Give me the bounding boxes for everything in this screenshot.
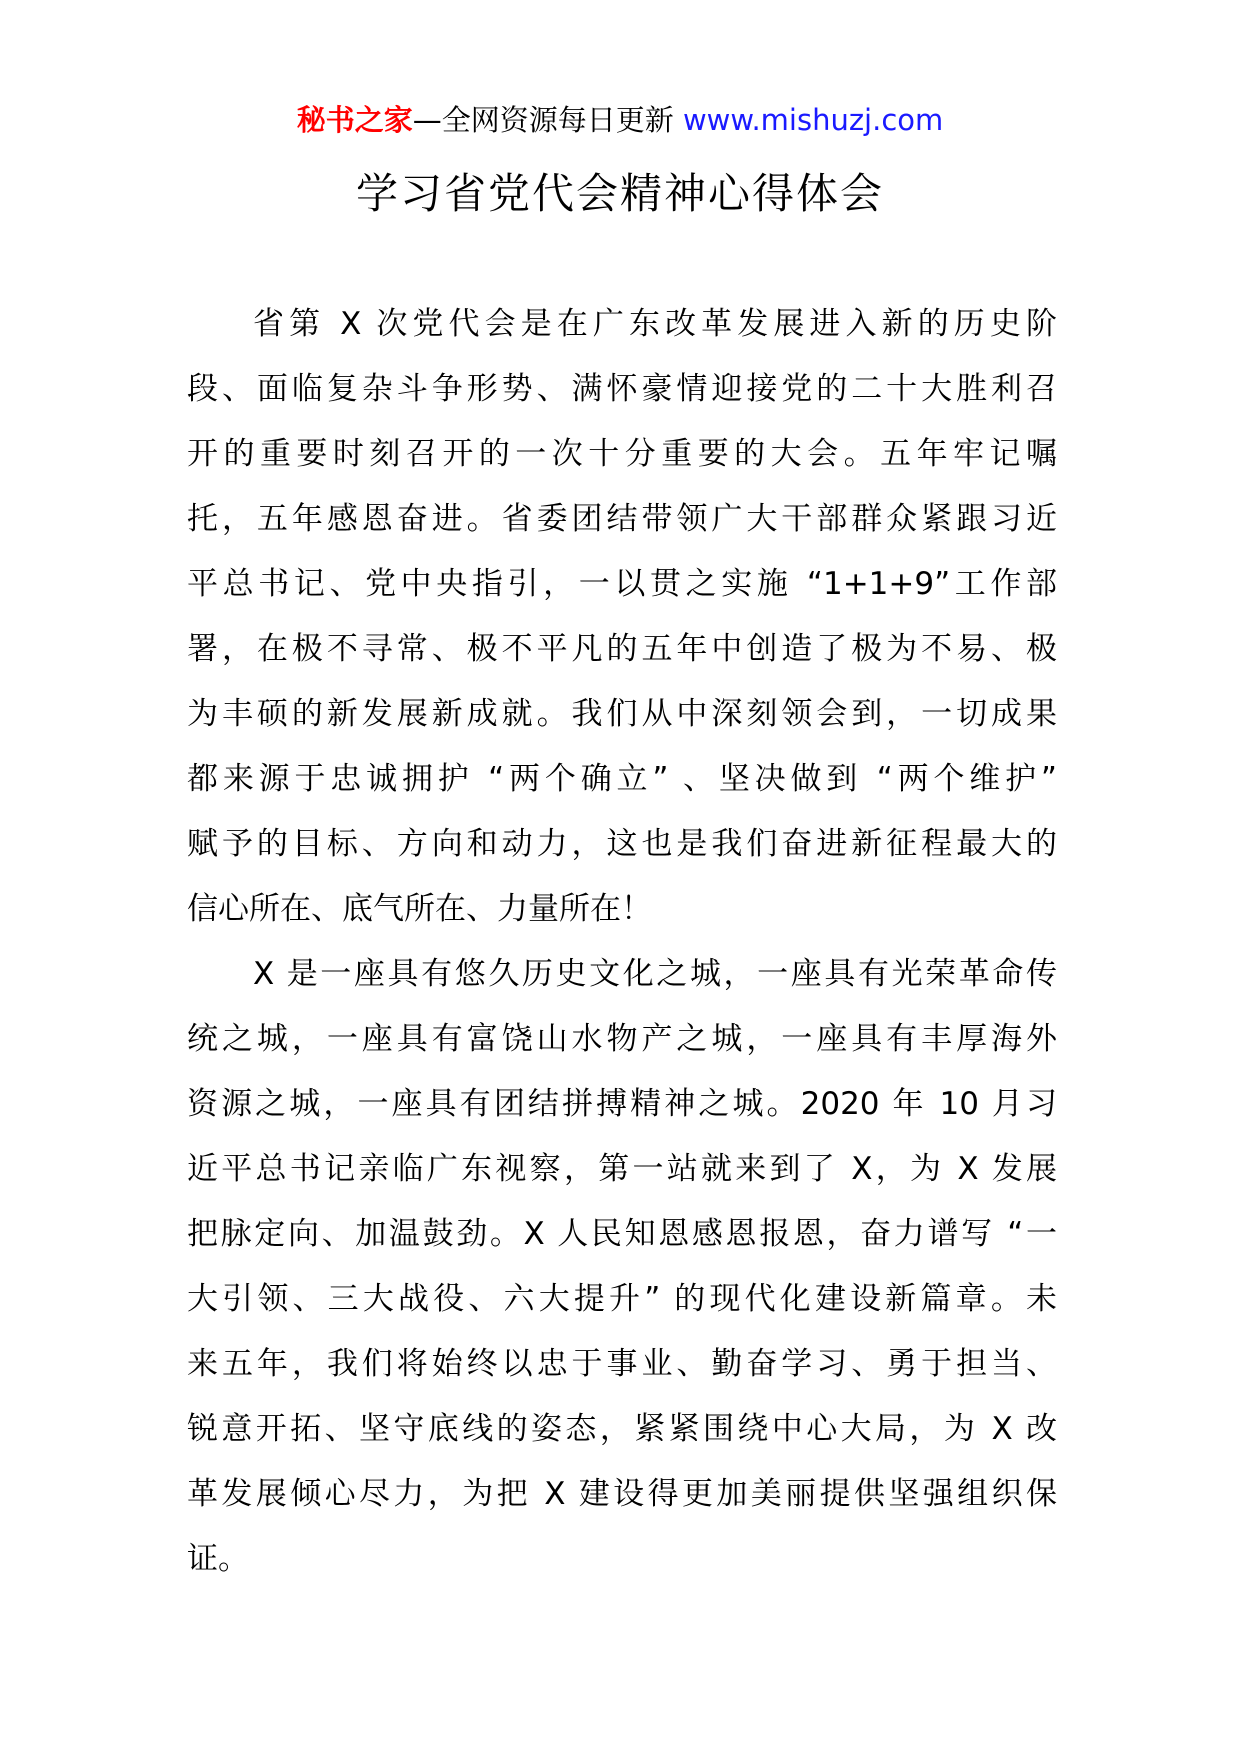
paragraph-line: 锐意开拓、坚守底线的姿态，紧紧围绕中心大局，为 X 改 [187,1411,1057,1447]
paragraph-line: 统之城，一座具有富饶山水物产之城，一座具有丰厚海外 [187,1021,1057,1057]
site-brand: 秘书之家 [296,103,413,137]
document-body [187,292,1057,1592]
paragraph-line: 都来源于忠诚拥护 “两个确立” 、坚决做到 “两个维护” [187,761,1057,797]
document-title: 学习省党代会精神心得体会 [355,169,884,218]
paragraph-line: X 是一座具有悠久历史文化之城，一座具有光荣革命传 [253,956,1057,992]
paragraph-line: 信心所在、底气所在、力量所在！ [187,891,652,927]
site-slogan: —全网资源每日更新 [412,103,683,137]
paragraph-line: 段、面临复杂斗争形势、满怀豪情迎接党的二十大胜利召 [187,371,1057,407]
paragraph-line: 署，在极不寻常、极不平凡的五年中创造了极为不易、极 [187,631,1057,667]
paragraph-line: 资源之城，一座具有团结拼搏精神之城。2020 年 10 月习 [187,1086,1057,1122]
paragraph-line: 平总书记、党中央指引，一以贯之实施 “1+1+9”工作部 [187,566,1057,602]
paragraph-line: 为丰硕的新发展新成就。我们从中深刻领会到，一切成果 [187,696,1057,732]
paragraph-line: 把脉定向、加温鼓劲。X 人民知恩感恩报恩，奋力谱写 “一 [187,1216,1057,1252]
paragraph-line: 证。 [187,1541,249,1577]
paragraph-line: 开的重要时刻召开的一次十分重要的大会。五年牢记嘱 [187,436,1057,472]
site-header [0,100,1240,140]
paragraph-line: 来五年，我们将始终以忠于事业、勤奋学习、勇于担当、 [187,1346,1057,1382]
paragraph-line: 革发展倾心尽力，为把 X 建设得更加美丽提供坚强组织保 [187,1476,1057,1512]
paragraph-line: 赋予的目标、方向和动力，这也是我们奋进新征程最大的 [187,826,1057,862]
paragraph-line: 托，五年感恩奋进。省委团结带领广大干部群众紧跟习近 [187,501,1057,537]
paragraph-line: 大引领、三大战役、六大提升” 的现代化建设新篇章。未 [187,1281,1057,1317]
site-url-link[interactable]: www.mishuzj.com [682,103,944,137]
paragraph-line: 省第 X 次党代会是在广东改革发展进入新的历史阶 [253,306,1057,342]
paragraph-line: 近平总书记亲临广东视察，第一站就来到了 X，为 X 发展 [187,1151,1057,1187]
